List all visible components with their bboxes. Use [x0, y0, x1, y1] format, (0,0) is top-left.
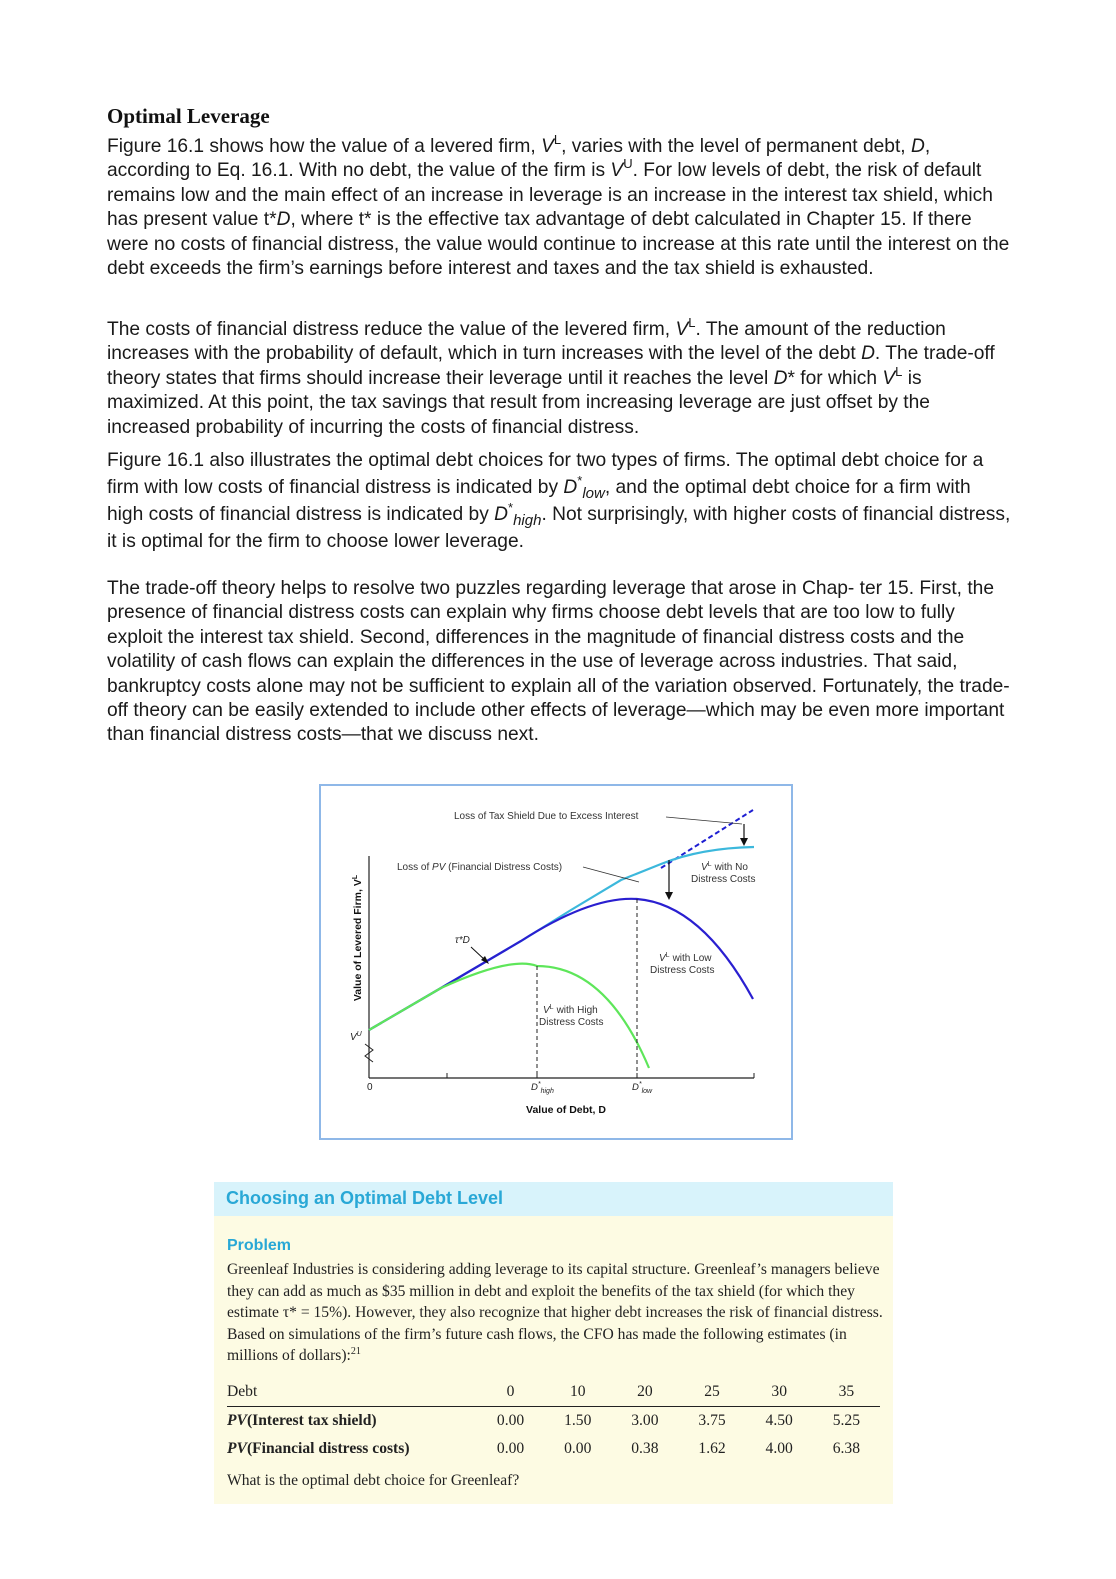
paragraph-1: Figure 16.1 shows how the value of a levered firm, $V^L$, varies with the level of permanent debt, D, according to Eq. 16.1. With no debt, the value of the firm is $V^U$. For low levels of debt, the risk of default remains low and the main effect of an increase in leverage is an increase in the interest tax shield, which has present value t*D, where t* is the effective tax advantage of debt calculated in Chapter 15. If there were no costs of financial distress, the value would continue to increase at this rate until the interest on the debt exceeds the firm’s earnings before interest and taxes and the tax shield is exhausted. — [107, 132, 1010, 280]
table-cell: 4.50 — [765, 1412, 793, 1429]
paragraph-2: The costs of financial distress reduce the value of the levered firm, $V^L$. The amount of the reduction increases with the probability of default, which in turn increases with the level of the debt D. The trade-off theory states that firms should increase their leverage until it reaches the level D* for which $V^L$ is maximized. At this point, the tax savings that result from increasing leverage are just offset by the increased probability of incurring the costs of financial distress. — [107, 315, 995, 438]
annotation-tax-shield: Loss of Tax Shield Due to Excess Interest — [454, 811, 639, 822]
table-header-cell: 30 — [746, 1378, 813, 1407]
table-header-cell: 35 — [813, 1378, 880, 1407]
table-header-cell: 25 — [678, 1378, 745, 1407]
y-axis-title: Value of Levered Firm, $V^L$ — [352, 874, 364, 1002]
table-cell: 0.00 — [496, 1412, 525, 1429]
table-header-cell: 20 — [611, 1378, 678, 1407]
paragraph-4: The trade-off theory helps to resolve two puzzles regarding leverage that arose in Chap- ter 15. First, the presence of financial distress costs can explain why firms choose debt levels that are too low to fully exploit the interest tax shield. Second, differences in the magnitude of financial distress costs and the volatility of cash flows can explain the differences in the use of leverage across industries. That said, bankruptcy costs alone may not be sufficient to explain all of the variation observed. Fortunately, the trade-off theory can be easily extended to include other effects of leverage—which may be even more important than financial distress costs—that we discuss next. — [107, 578, 1010, 746]
table-cell: 3.00 — [631, 1412, 659, 1429]
axis-break-icon — [365, 1044, 373, 1062]
table-cell: 0.00 — [496, 1440, 525, 1457]
row-label: PV(Financial distress costs) — [227, 1440, 410, 1457]
table-cell: 4.00 — [765, 1440, 793, 1457]
label-high-distress: $V^L$ with High Distress Costs — [539, 1004, 604, 1028]
table-cell: 6.38 — [832, 1440, 861, 1457]
table-header-cell: 10 — [544, 1378, 611, 1407]
label-low-distress: $V^L$ with Low Distress Costs — [650, 952, 715, 976]
annotation-distress-loss: Loss of PV (Financial Distress Costs) — [397, 862, 563, 873]
tau-d-label: τ*D — [455, 935, 470, 946]
figure-16-1 — [319, 784, 793, 1140]
row-label: PV(Interest tax shield) — [227, 1412, 377, 1429]
example-title-bar — [214, 1182, 893, 1216]
table-cell: 1.50 — [564, 1412, 592, 1429]
footnote-marker: 21 — [350, 1346, 361, 1358]
table-header-cell: 0 — [477, 1378, 544, 1407]
annotation-leader — [583, 867, 639, 882]
table-row — [227, 1407, 880, 1436]
vu-label: $V^U$ — [350, 1031, 362, 1043]
tradeoff-chart — [321, 786, 791, 1138]
arrow-head-icon — [665, 892, 673, 900]
problem-text: Greenleaf Industries is considering adding leverage to its capital structure. Greenleaf’s managers believe they can add as much as $35 million in debt and exploit the benefits of the tax shield (for which they estimate τ* = 15%). However, they also recognize that higher debt increases the risk of financial distress. Based on simulations of the firm’s future cash flows, the CFO has made the following estimates (in millions of dollars):$^{21}$ — [227, 1261, 883, 1365]
table-row — [227, 1435, 880, 1463]
table-cell: 3.75 — [698, 1412, 726, 1429]
origin-label: 0 — [367, 1082, 373, 1093]
table-cell: 1.62 — [698, 1440, 726, 1457]
label-no-distress: $V^L$ with No Distress Costs — [691, 861, 756, 885]
d-high-label: $D^*_{high}$ — [531, 1081, 554, 1095]
table-cell: 0.00 — [564, 1440, 592, 1457]
question-text: What is the optimal debt choice for Greenleaf? — [227, 1472, 520, 1489]
example-title: Choosing an Optimal Debt Level — [226, 1188, 504, 1208]
curve-high-distress — [369, 964, 649, 1068]
table-cell: 0.38 — [631, 1440, 659, 1457]
x-axis-title: Value of Debt, D — [526, 1104, 606, 1116]
table-header-row — [227, 1378, 880, 1407]
table-header-cell: Debt — [227, 1378, 477, 1407]
problem-label: Problem — [227, 1237, 292, 1254]
table-cell: 5.25 — [832, 1412, 861, 1429]
worked-example-box — [214, 1182, 893, 1504]
arrow-head-icon — [740, 838, 748, 846]
paragraph-3: Figure 16.1 also illustrates the optimal debt choices for two types of firms. The optimal debt choice for a firm with low costs of financial distress is indicated by $D^*_{low}$, and the optimal debt choice for a firm with high costs of financial distress is indicated by $D^*_{high}$. Not surprisingly, with higher costs of financial distress, it is optimal for the firm to choose lower leverage. — [107, 450, 1011, 552]
estimates-table — [227, 1378, 880, 1463]
section-heading: Optimal Leverage — [107, 104, 270, 128]
annotation-leader — [666, 817, 742, 824]
d-low-label: $D^*_{low}$ — [632, 1081, 653, 1095]
